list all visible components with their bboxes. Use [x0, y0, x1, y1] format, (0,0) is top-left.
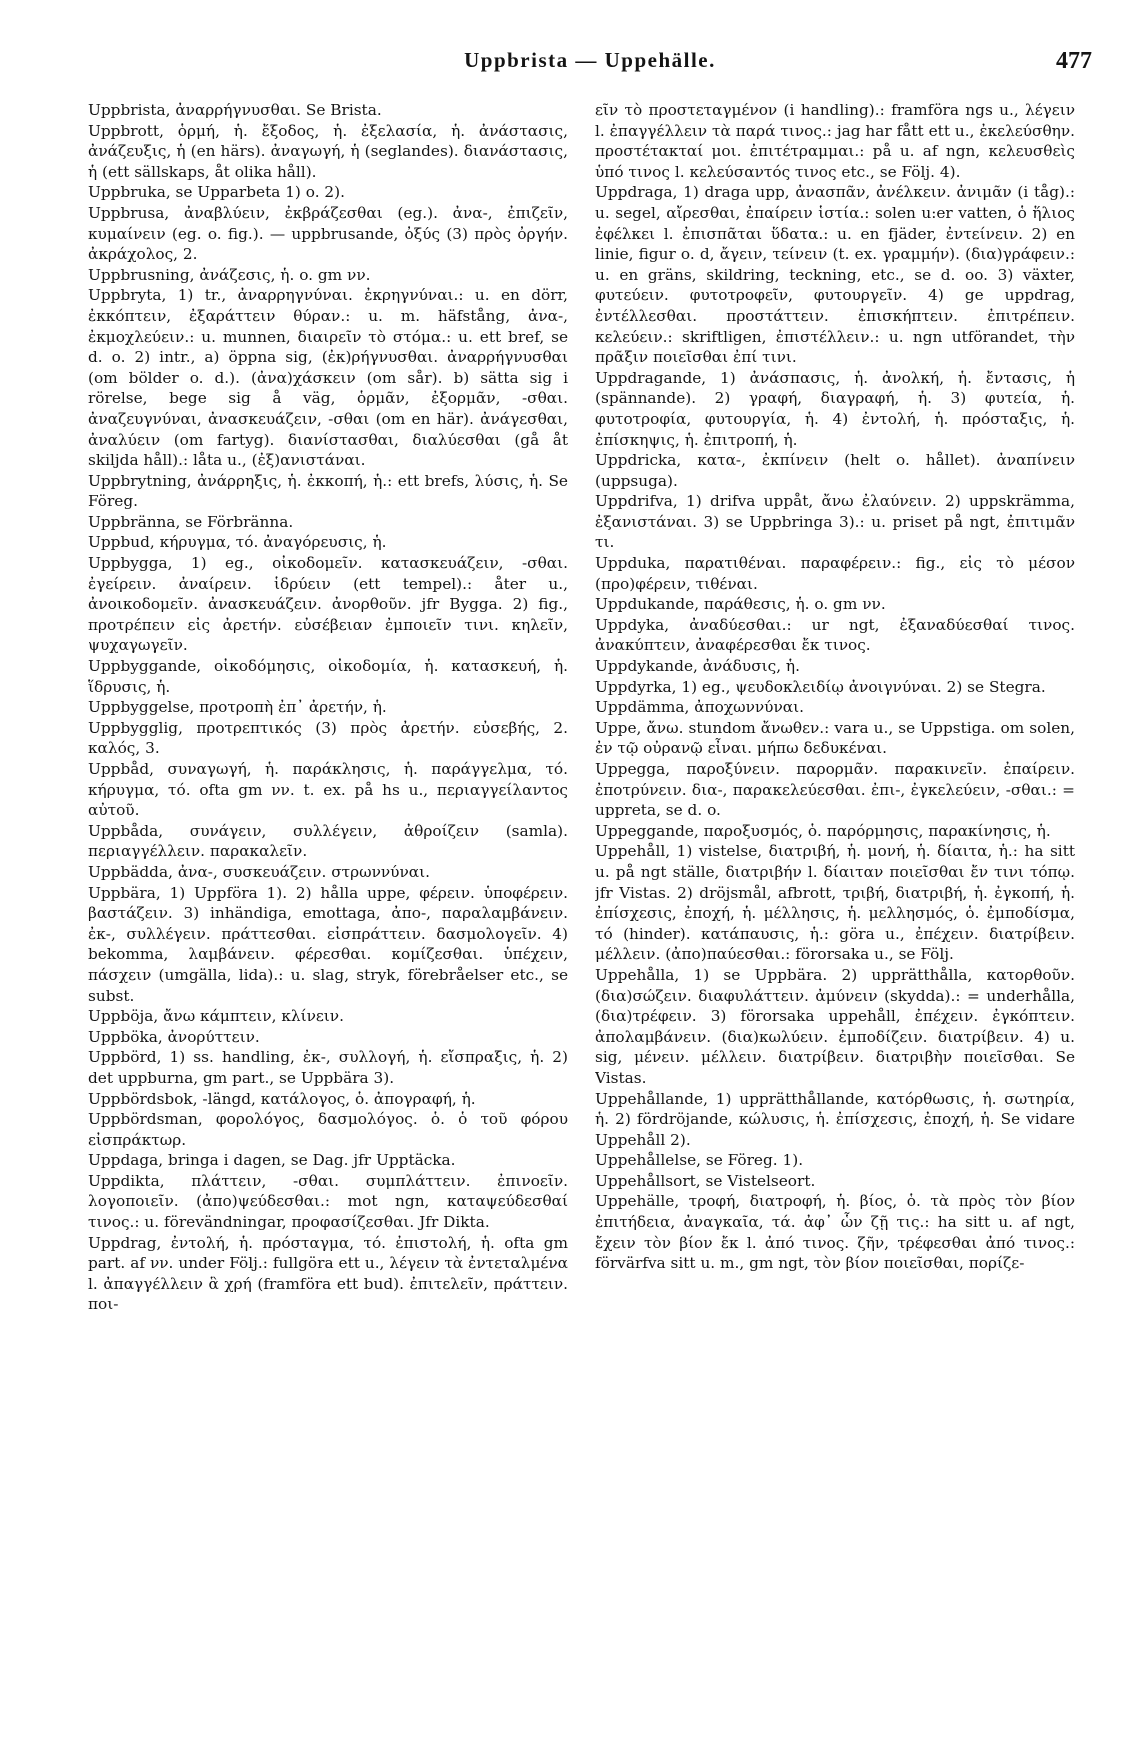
left-column	[88, 100, 568, 1710]
dictionary-entry: Uppduka, παρατιθέναι. παραφέρειν.: fig., εἰς τὸ μέσον (προ)φέρειν, τιθέναι.	[595, 554, 1075, 593]
dictionary-entry: Uppehållsort, se Vistelseort.	[595, 1171, 816, 1190]
dictionary-entry: Uppehålla, 1) se Uppbära. 2) upprätthålla, κατορθοῦν. (δια)σώζειν. διαφυλάττειν. ἀμύνειν (skydda).: = underhålla, (δια)τρέφειν. 3) förorsaka uppehåll, ἐπέχειν. ἐγκόπτειν. ἀπολαμβάνειν. (δια)κωλύειν. ἐμποδίζειν. διατρίβειν. 4) u. sig, μένειν. μέλλειν. διατρίβειν. διατριβὴν ποιεῖσθαι. Se Vistas.	[595, 965, 1075, 1087]
dictionary-entry: Uppegga, παροξύνειν. παρορμᾶν. παρακινεῖν. ἐπαίρειν. ἐποτρύνειν. δια-, παρακελεύεσθαι. ἐπι-, ἐγκελεύειν, -σθαι.: = uppreta, se d. o.	[595, 760, 1075, 820]
dictionary-entry: Uppeggande, παροξυσμός, ὁ. παρόρμησις, παρακίνησις, ἡ.	[595, 821, 1051, 840]
dictionary-entry-continuation: εῖν τὸ προστεταγμένον (i handling).: framföra ngs u., λέγειν l. ἐπαγγέλλειν τὰ παρά τινος.: jag har fått ett u., ἐκελεύσθην. προστέτακταί μοι. ἐπιτέτραμμαι.: på u. af ngn, κελευσθεὶς ὑπό τινος l. κελεύσαντός τινος etc., se Följ. 4).	[595, 101, 1075, 181]
dictionary-entry: Uppehälle, τροφή, διατροφή, ἡ. βίος, ὁ. τὰ πρὸς τὸν βίον ἐπιτήδεια, ἀναγκαῖα, τά. ἀφ᾽ ὧν ζῇ τις.: ha sitt u. af ngt, ἔχειν τὸν βίον ἔκ l. ἀπό τινος. ζῆν, τρέφεσθαι ἀπό τινος.: förvärfva sitt u. m., gm ngt, τὸν βίον ποιεῖσθαι, πορίζε-	[595, 1192, 1075, 1273]
dictionary-entry: Uppbud, κήρυγμα, τό. ἀναγόρευσις, ἡ.	[88, 533, 387, 552]
dictionary-entry: Uppdikta, πλάττειν, -σθαι. συμπλάττειν. ἐπινοεῖν. λογοποιεῖν. (ἀπο)ψεύδεσθαι.: mot ngn, καταψεύδεσθαί τινος.: u. förevändningar, προφασίζεσθαι. Jfr Dikta.	[88, 1171, 568, 1232]
page-number: 477	[1056, 48, 1092, 74]
dictionary-entry: Uppdyrka, 1) eg., ψευδοκλειδίῳ ἀνοιγνύναι. 2) se Stegra.	[595, 677, 1046, 696]
dictionary-entry: Uppbrytning, ἀνάρρηξις, ἡ. ἐκκοπή, ἡ.: ett brefs, λύσις, ἡ. Se Föreg.	[88, 471, 568, 511]
dictionary-entry: Uppbädda, ἀνα-, συσκευάζειν. στρωννύναι.	[88, 862, 430, 881]
dictionary-entry: Uppbåd, συναγωγή, ἡ. παράκλησις, ἡ. παράγγελμα, τό. κήρυγμα, τό. ofta gm νν. t. ex. på hs u., περιαγγείλαντος αὐτοῦ.	[88, 760, 568, 820]
dictionary-entry: Uppbördsman, φορολόγος, δασμολόγος. ὁ. ὁ τοῦ φόρου εἰσπράκτωρ.	[88, 1110, 568, 1149]
dictionary-entry: Uppdrifva, 1) drifva uppåt, ἄνω ἐλαύνειν. 2) uppskrämma, ἐξανιστάναι. 3) se Uppbringa 3).: u. priset på ngt, ἐπιτιμᾶν τι.	[595, 492, 1075, 552]
dictionary-entry: Uppdukande, παράθεσις, ἡ. o. gm νν.	[595, 595, 886, 614]
dictionary-entry: Uppbrusa, ἀναβλύειν, ἐκβράζεσθαι (eg.). ἀνα-, ἐπιζεῖν, κυμαίνειν (eg. o. fig.). — uppbrusande, ὀξύς (3) πρὸς ὀργήν. ἀκράχολος, 2.	[88, 203, 568, 264]
dictionary-entry: Uppehållande, 1) upprätthållande, κατόρθωσις, ἡ. σωτηρία, ἡ. 2) fördröjande, κώλυσις, ἡ. ἐπίσχεσις, ἐποχή, ἡ. Se vidare Uppehåll 2).	[595, 1089, 1075, 1149]
dictionary-entry: Uppehållelse, se Föreg. 1).	[595, 1151, 804, 1170]
dictionary-entry: Uppbränna, se Förbränna.	[88, 512, 294, 531]
dictionary-entry: Uppböka, ἀνορύττειν.	[88, 1027, 260, 1046]
dictionary-entry: Uppdraga, 1) draga upp, ἀνασπᾶν, ἀνέλκειν. ἀνιμᾶν (i tåg).: u. segel, αἴρεσθαι, ἐπαίρειν ἱστία.: solen u:er vatten, ὁ ἥλιος ἐφέλκει l. ἐπισπᾶται ὕδατα.: u. en fjäder, ἐντείνειν. 2) en linie, figur o. d, ἄγειν, τείνειν (t. ex. γραμμήν). (δια)γράφειν.: u. en gräns, skildring, teckning, etc., se d. oo. 3) växter, φυτεύειν. φυτοτροφεῖν, φυτουργεῖν. 4) ge uppdrag, ἐντέλλεσθαι. προστάττειν. ἐπισκήπτειν. ἐπιτρέπειν. κελεύειν.: skriftligen, ἐπιστέλλειν.: u. ngn utförandet, τὴν πρᾶξιν ποιεῖσθαι ἐπί τινι.	[595, 183, 1075, 367]
dictionary-entry: Uppbördsbok, -längd, κατάλογος, ὁ. ἀπογραφή, ἡ.	[88, 1089, 476, 1108]
dictionary-entry: Uppbrusning, ἀνάζεσις, ἡ. o. gm νν.	[88, 265, 371, 284]
dictionary-entry: Uppdricka, κατα-, ἐκπίνειν (helt o. hållet). ἀναπίνειν (uppsuga).	[595, 451, 1075, 490]
dictionary-entry: Uppbyggande, οἰκοδόμησις, οἰκοδομία, ἡ. κατασκευή, ἡ. ἵδρυσις, ἡ.	[88, 657, 568, 696]
running-head: Uppbrista — Uppehälle.	[464, 48, 716, 72]
dictionary-entry: Uppbygglig, προτρεπτικός (3) πρὸς ἀρετήν. εὐσεβής, 2. καλός, 3.	[88, 718, 568, 758]
right-column	[595, 100, 1075, 1710]
dictionary-entry: Uppbruka, se Upparbeta 1) o. 2).	[88, 183, 345, 202]
dictionary-entry: Uppbrista, ἀναρρήγνυσθαι. Se Brista.	[88, 101, 382, 119]
dictionary-entry: Uppbåda, συνάγειν, συλλέγειν, ἀθροίζειν (samla). περιαγγέλλειν. παρακαλεῖν.	[88, 821, 568, 861]
dictionary-entry: Uppehåll, 1) vistelse, διατριβή, ἡ. μονή, ἡ. δίαιτα, ἡ.: ha sitt u. på ngt ställe, διατριβήν l. δίαιταν ποιεῖσθαι ἔν τινι τόπῳ. jfr Vistas. 2) dröjsmål, afbrott, τριβή, διατριβή, ἡ. ἐγκοπή, ἡ. ἐπίσχεσις, ἐποχή, ἡ. μέλλησις, ἡ. μελλησμός, ὁ. ἐμποδίσμα, τό (hinder). κατάπαυσις, ἡ.: göra u., ἐπέχειν. διατρίβειν. μέλλειν. (ἀπο)παύεσθαι.: förorsaka u., se Följ.	[595, 842, 1075, 964]
dictionary-entry: Uppdyka, ἀναδύεσθαι.: ur ngt, ἐξαναδύεσθαί τινος. ἀνακύπτειν, ἀναφέρεσθαι ἔκ τινος.	[595, 615, 1075, 655]
dictionary-entry: Uppdrag, ἐντολή, ἡ. πρόσταγμα, τό. ἐπιστολή, ἡ. ofta gm part. af νν. under Följ.: fullgöra ett u., λέγειν τὰ ἐντεταλμένα l. ἀπαγγέλλειν ἃ χρή (framföra ett bud). ἐπιτελεῖν, πράττειν. ποι-	[88, 1233, 568, 1314]
dictionary-entry: Uppdragande, 1) ἀνάσπασις, ἡ. ἀνολκή, ἡ. ἔντασις, ἡ (spännande). 2) γραφή, διαγραφή, ἡ. 3) φυτεία, ἡ. φυτοτροφία, φυτουργία, ἡ. 4) ἐντολή, ἡ. πρόσταξις, ἡ. ἐπίσκηψις, ἡ. ἐπιτροπή, ἡ.	[595, 368, 1075, 449]
dictionary-entry: Uppböja, ἄνω κάμπτειν, κλίνειν.	[88, 1007, 344, 1026]
dictionary-entry: Uppbära, 1) Uppföra 1). 2) hålla uppe, φέρειν. ὑποφέρειν. βαστάζειν. 3) inhändiga, emottaga, ἀπο-, παραλαμβάνειν. ἐκ-, συλλέγειν. πράττεσθαι. εἰσπράττειν. δασμολογεῖν. 4) bekomma, λαμβάνειν. φέρεσθαι. κομίζεσθαι. ὑπέχειν, πάσχειν (umgälla, lida).: u. slag, stryk, förebråelser etc., se subst.	[88, 883, 568, 1005]
dictionary-entry: Uppbyggelse, προτροπὴ ἐπ᾽ ἀρετήν, ἡ.	[88, 698, 387, 717]
dictionary-entry: Uppdaga, bringa i dagen, se Dag. jfr Upptäcka.	[88, 1151, 456, 1170]
dictionary-entry: Uppbörd, 1) ss. handling, ἐκ-, συλλογή, ἡ. εἴσπραξις, ἡ. 2) det uppburna, gm part., se Uppbära 3).	[88, 1048, 568, 1087]
dictionary-entry: Uppe, ἄνω. stundom ἄνωθεν.: vara u., se Uppstiga. om solen, ἐν τῷ οὐρανῷ εἶναι. μήπω δεδυκέναι.	[595, 718, 1075, 758]
dictionary-entry: Uppbryta, 1) tr., ἀναρρηγνύναι. ἐκρηγνύναι.: u. en dörr, ἐκκόπτειν, ἐξαράττειν θύραν.: u. m. häfstång, ἀνα-, ἐκμοχλεύειν.: u. munnen, διαιρεῖν τὸ στόμα.: u. ett bref, se d. o. 2) intr., a) öppna sig, (ἐκ)ρήγνυσθαι. ἀναρρήγνυσθαι (om bölder o. d.). (ἀνα)χάσκειν (om sår). b) sätta sig i rörelse, bege sig å väg, ὁρμᾶν, ἐξορμᾶν, -σθαι. ἀναζευγνύναι, ἀνασκευάζειν, -σθαι (om en här). ἀνάγεσθαι, ἀναλύειν (om fartyg). διανίστασθαι, διαλύεσθαι (gå åt skiljda håll).: låta u., (ἐξ)ανιστάναι.	[88, 286, 568, 470]
page-header	[88, 48, 1092, 82]
dictionary-entry: Uppdämma, ἀποχωννύναι.	[595, 698, 804, 717]
dictionary-entry: Uppbrott, ὁρμή, ἡ. ἔξοδος, ἡ. ἐξελασία, ἡ. ἀνάστασις, ἀνάζευξις, ἡ (en härs). ἀναγωγή, ἡ (seglandes). διανάστασις, ἡ (ett sällskaps, åt olika håll).	[88, 121, 568, 181]
dictionary-entry: Uppdykande, ἀνάδυσις, ἡ.	[595, 657, 800, 676]
dictionary-entry: Uppbygga, 1) eg., οἰκοδομεῖν. κατασκευάζειν, -σθαι. ἐγείρειν. ἀναίρειν. ἱδρύειν (ett tempel).: åter u., ἀνοικοδομεῖν. ἀνασκευάζειν. ἀνορθοῦν. jfr Bygga. 2) fig., προτρέπειν εἰς ἀρετήν. εὐσέβειαν ἐμποιεῖν τινι. κηλεῖν, ψυχαγωγεῖν.	[88, 554, 568, 655]
